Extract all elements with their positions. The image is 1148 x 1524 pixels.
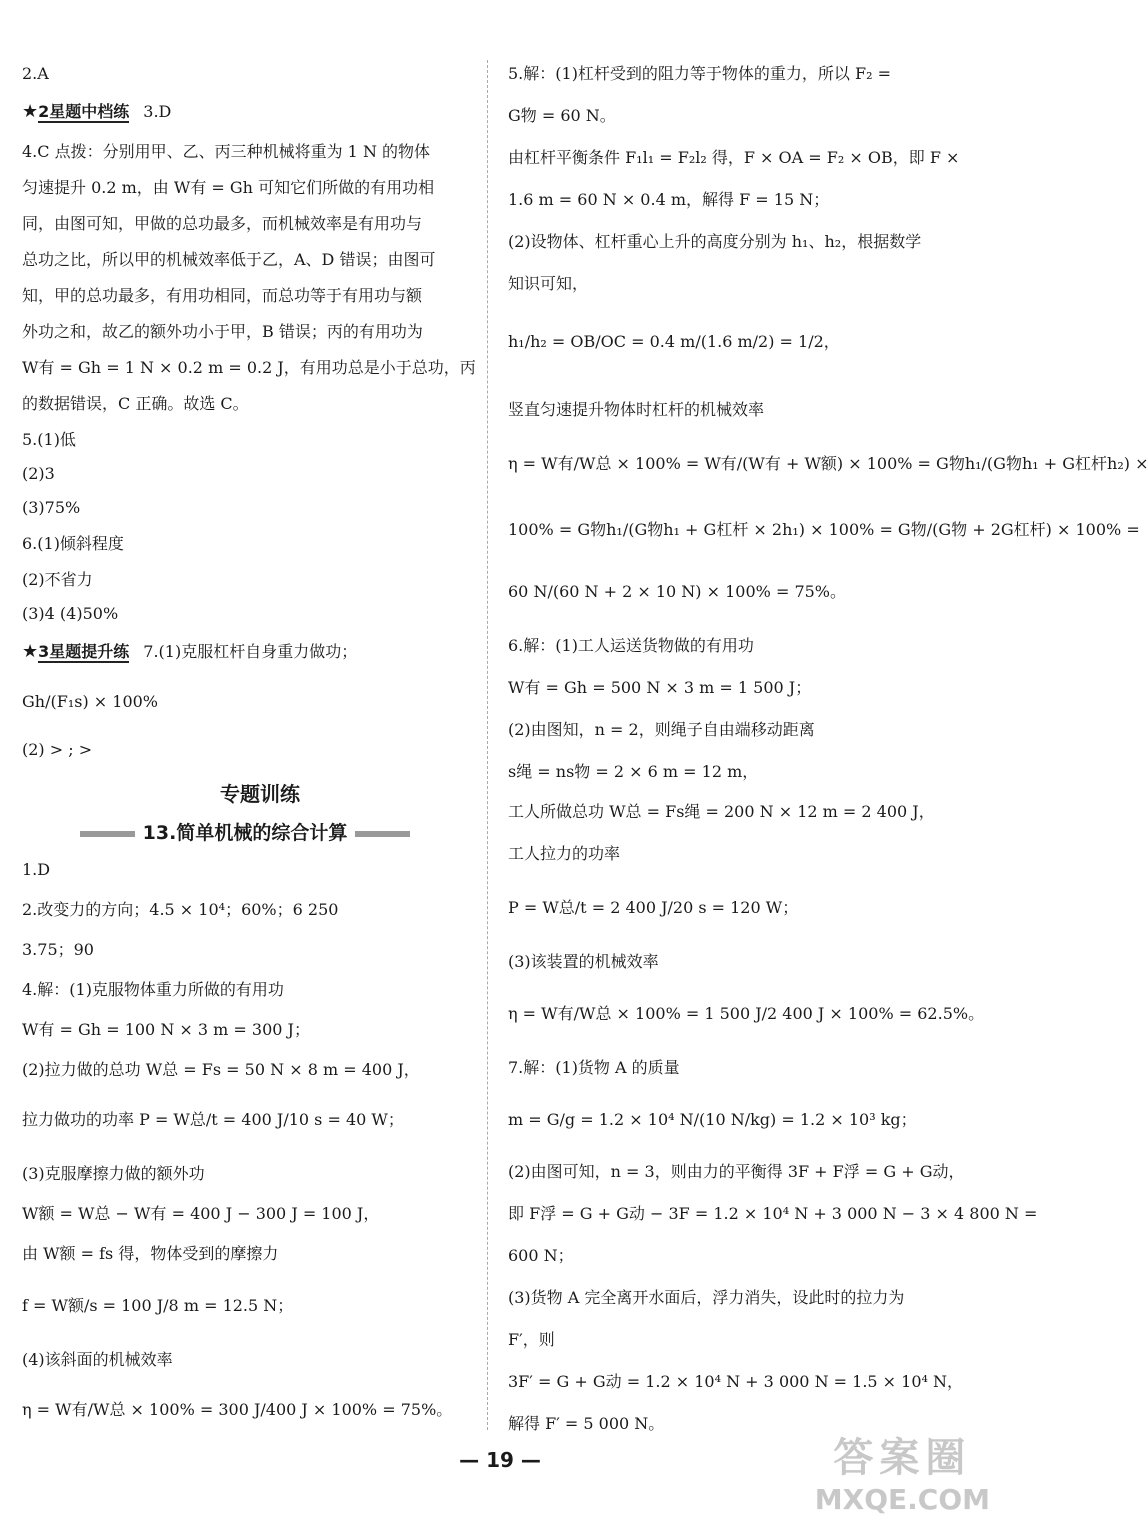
sub-title <box>70 818 420 845</box>
text-line: 外功之和，故乙的额外功小于甲，B 错误；丙的有用功为 <box>22 322 423 341</box>
text-line: (2)拉力做的总功 W总 = Fs = 50 N × 8 m = 400 J， <box>22 1060 420 1079</box>
text-line: 2.改变力的方向；4.5 × 10⁴；60%；6 250 <box>22 900 339 919</box>
text-line: G物 = 60 N。 <box>508 106 616 125</box>
text-line: 由杠杆平衡条件 F₁l₁ = F₂l₂ 得，F × OA = F₂ × OB，即 F × <box>508 148 960 167</box>
text-line: 600 N； <box>508 1246 574 1265</box>
text-line: (3)4 (4)50% <box>22 604 119 623</box>
text-line: 的数据错误，C 正确。故选 C。 <box>22 394 249 413</box>
text-line: (2)由图可知，n = 3，则由力的平衡得 3F + F浮 = G + G动， <box>508 1162 965 1181</box>
text-line: (2) > ; > <box>22 740 93 759</box>
text-line: 100% = G物h₁/(G物h₁ + G杠杆 × 2h₁) × 100% = G物/(G物 + 2G杠杆) × 100% = <box>508 520 1140 539</box>
text-line: 知，甲的总功最多，有用功相同，而总功等于有用功与额 <box>22 286 423 305</box>
text-line: 4.解：(1)克服物体重力所做的有用功 <box>22 980 284 999</box>
text-line: h₁/h₂ = OB/OC = 0.4 m/(1.6 m/2) = 1/2， <box>508 332 840 351</box>
text-line: 解得 F′ = 5 000 N。 <box>508 1414 665 1433</box>
text-line: 即 F浮 = G + G动 − 3F = 1.2 × 10⁴ N + 3 000 N − 3 × 4 800 N = <box>508 1204 1038 1223</box>
text-line: 拉力做功的功率 P = W总/t = 400 J/10 s = 40 W； <box>22 1110 404 1129</box>
watermark-logo: 答案圈 <box>833 1435 972 1481</box>
text-line <box>22 640 357 664</box>
difficulty-label: 2星题中档练 <box>38 102 130 121</box>
text-line: 5.解：(1)杠杆受到的阻力等于物体的重力，所以 F₂ = <box>508 64 892 83</box>
text-line: 3F′ = G + G动 = 1.2 × 10⁴ N + 3 000 N = 1.5 × 10⁴ N， <box>508 1372 964 1391</box>
text-line: 4.C 点拨：分别用甲、乙、丙三种机械将重为 1 N 的物体 <box>22 142 431 161</box>
watermark-url: MXQE.COM <box>814 1483 990 1516</box>
text-line: (2)由图知，n = 2，则绳子自由端移动距离 <box>508 720 815 739</box>
text-line <box>22 100 171 124</box>
text-line: W有 = Gh = 500 N × 3 m = 1 500 J； <box>508 678 812 697</box>
text-line: η = W有/W总 × 100% = 300 J/400 J × 100% = 75%。 <box>22 1400 453 1419</box>
text-line: s绳 = ns物 = 2 × 6 m = 12 m， <box>508 762 759 781</box>
sub-title-text: 13.简单机械的综合计算 <box>142 822 348 844</box>
text-line: 工人拉力的功率 <box>508 844 621 863</box>
text-line: (3)该装置的机械效率 <box>508 952 659 971</box>
star-icon: ★ <box>22 641 39 662</box>
page-number: — 19 — <box>459 1448 541 1472</box>
text-line: W额 = W总 − W有 = 400 J − 300 J = 100 J， <box>22 1204 380 1223</box>
text-line: 由 W额 = fs 得，物体受到的摩擦力 <box>22 1244 279 1263</box>
text-line: 知识可知， <box>508 274 589 293</box>
text-line: (2)不省力 <box>22 570 93 589</box>
text-line: m = G/g = 1.2 × 10⁴ N/(10 N/kg) = 1.2 × 10³ kg； <box>508 1110 917 1129</box>
text-line: 工人所做总功 W总 = Fs绳 = 200 N × 12 m = 2 400 J， <box>508 802 935 821</box>
text-line: (3)克服摩擦力做的额外功 <box>22 1164 205 1183</box>
star-icon: ★ <box>22 101 39 122</box>
text-line: 2.A <box>22 64 49 83</box>
text-line: 6.(1)倾斜程度 <box>22 534 124 553</box>
text-line: 总功之比，所以甲的机械效率低于乙，A、D 错误；由图可 <box>22 250 436 269</box>
difficulty-label: 3星题提升练 <box>38 642 130 661</box>
text-line: P = W总/t = 2 400 J/20 s = 120 W； <box>508 898 799 917</box>
text-line: 7.解：(1)货物 A 的质量 <box>508 1058 680 1077</box>
text-line: 60 N/(60 N + 2 × 10 N) × 100% = 75%。 <box>508 582 847 601</box>
title-bar-left <box>80 831 135 837</box>
text-line: 5.(1)低 <box>22 430 76 449</box>
text-line: W有 = Gh = 1 N × 0.2 m = 0.2 J，有用功总是小于总功，丙 <box>22 358 476 377</box>
watermark <box>815 1426 990 1516</box>
text-line: 1.D <box>22 860 51 879</box>
text-line: 1.6 m = 60 N × 0.4 m，解得 F = 15 N； <box>508 190 830 209</box>
text-line: η = W有/W总 × 100% = 1 500 J/2 400 J × 100% = 62.5%。 <box>508 1004 985 1023</box>
column-divider <box>487 60 488 1430</box>
text-line: 同，由图可知，甲做的总功最多，而机械效率是有用功与 <box>22 214 423 233</box>
text-line: (2)3 <box>22 464 55 483</box>
title-bar-right <box>355 831 410 837</box>
text-line: 匀速提升 0.2 m，由 W有 = Gh 可知它们所做的有用功相 <box>22 178 435 197</box>
text-line: 6.解：(1)工人运送货物做的有用功 <box>508 636 754 655</box>
text-line: (2)设物体、杠杆重心上升的高度分别为 h₁、h₂，根据数学 <box>508 232 922 251</box>
text-line: f = W额/s = 100 J/8 m = 12.5 N； <box>22 1296 294 1315</box>
text-line: Gh/(F₁s) × 100% <box>22 692 159 711</box>
text-line: 3.75；90 <box>22 940 94 959</box>
section-title: 专题训练 <box>220 782 300 806</box>
text-line: (4)该斜面的机械效率 <box>22 1350 173 1369</box>
answer-text: 7.(1)克服杠杆自身重力做功； <box>143 642 358 661</box>
text-line: W有 = Gh = 100 N × 3 m = 300 J； <box>22 1020 310 1039</box>
text-line: F′，则 <box>508 1330 555 1349</box>
text-line: (3)货物 A 完全离开水面后，浮力消失，设此时的拉力为 <box>508 1288 905 1307</box>
answer-text: 3.D <box>143 102 172 121</box>
text-line: η = W有/W总 × 100% = W有/(W有 + W额) × 100% = G物h₁/(G物h₁ + G杠杆h₂) × <box>508 454 1148 473</box>
text-line: 竖直匀速提升物体时杠杆的机械效率 <box>508 400 765 419</box>
text-line: (3)75% <box>22 498 81 517</box>
